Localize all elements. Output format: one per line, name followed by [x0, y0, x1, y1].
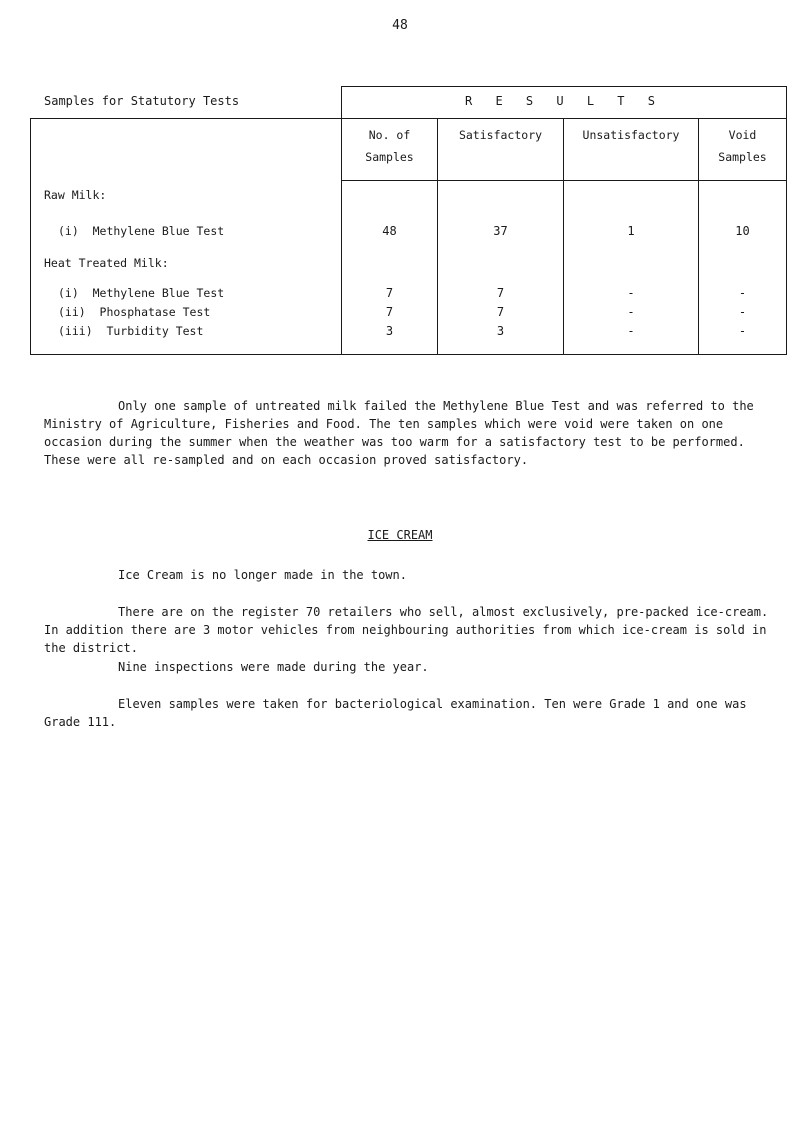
header-top-rule — [30, 118, 787, 119]
cell-unsatisfactory: - — [627, 324, 635, 338]
section-label-raw-milk: Raw Milk: — [44, 188, 107, 202]
cell-unsatisfactory: - — [627, 305, 635, 319]
cell-void-samples: - — [738, 324, 747, 338]
ice-cream-heading: ICE CREAM — [367, 528, 433, 542]
cell-no-of-samples: 48 — [382, 224, 397, 238]
table-left-rule — [30, 118, 31, 355]
table-right-rule — [786, 86, 787, 355]
results-top-rule — [341, 86, 787, 87]
ice-cream-paragraph-inspections: Nine inspections were made during the year. — [118, 660, 429, 674]
page-number: 48 — [392, 18, 408, 33]
row-label: (i) Methylene Blue Test — [58, 224, 225, 238]
ice-cream-paragraph-retailers: There are on the register 70 retailers who sell, almost exclusively, pre-packed ice-cream. In addition there are 3 motor vehicles from neighbouring authorities from which ice-cream is sold in the district. — [44, 605, 769, 655]
row-label: (i) Methylene Blue Test — [58, 286, 225, 300]
table-title: Samples for Statutory Tests — [44, 94, 240, 108]
cell-unsatisfactory: 1 — [627, 224, 635, 238]
cell-satisfactory: 7 — [496, 286, 505, 300]
results-header: R E S U L T S — [465, 94, 663, 108]
col-header-unsatisfactory: Unsatisfactory — [582, 128, 680, 142]
col-header-void-samples: Void Samples — [718, 128, 767, 164]
col-header-no-of-samples: No. of Samples — [365, 128, 414, 164]
cell-void-samples: 10 — [735, 224, 750, 238]
row-label: (ii) Phosphatase Test — [58, 305, 211, 319]
cell-no-of-samples: 7 — [385, 286, 394, 300]
cell-void-samples: - — [738, 305, 747, 319]
ice-cream-paragraph-manufacture: Ice Cream is no longer made in the town. — [118, 568, 407, 582]
cell-no-of-samples: 3 — [385, 324, 394, 338]
columns-header-rule — [341, 180, 787, 181]
milk-results-paragraph: Only one sample of untreated milk failed the Methylene Blue Test and was referred to the Ministry of Agriculture, Fisheries and Food. The ten samples which were void were taken on one occasion during the summer when the weather was too warm for a satisfactory test to be performed. These were all re-sampled and on each occasion proved satisfactory. — [44, 399, 754, 467]
ice-cream-paragraph-samples: Eleven samples were taken for bacteriological examination. Ten were Grade 1 and one was Grade 111. — [44, 697, 747, 729]
cell-no-of-samples: 7 — [385, 305, 394, 319]
col-header-satisfactory: Satisfactory — [458, 128, 543, 142]
cell-satisfactory: 37 — [493, 224, 508, 238]
cell-satisfactory: 7 — [496, 305, 505, 319]
cell-unsatisfactory: - — [627, 286, 635, 300]
section-label-heat-treated-milk: Heat Treated Milk: — [44, 256, 169, 270]
cell-void-samples: - — [738, 286, 747, 300]
row-label: (iii) Turbidity Test — [58, 324, 204, 338]
table-bottom-rule — [30, 354, 787, 355]
cell-satisfactory: 3 — [496, 324, 505, 338]
